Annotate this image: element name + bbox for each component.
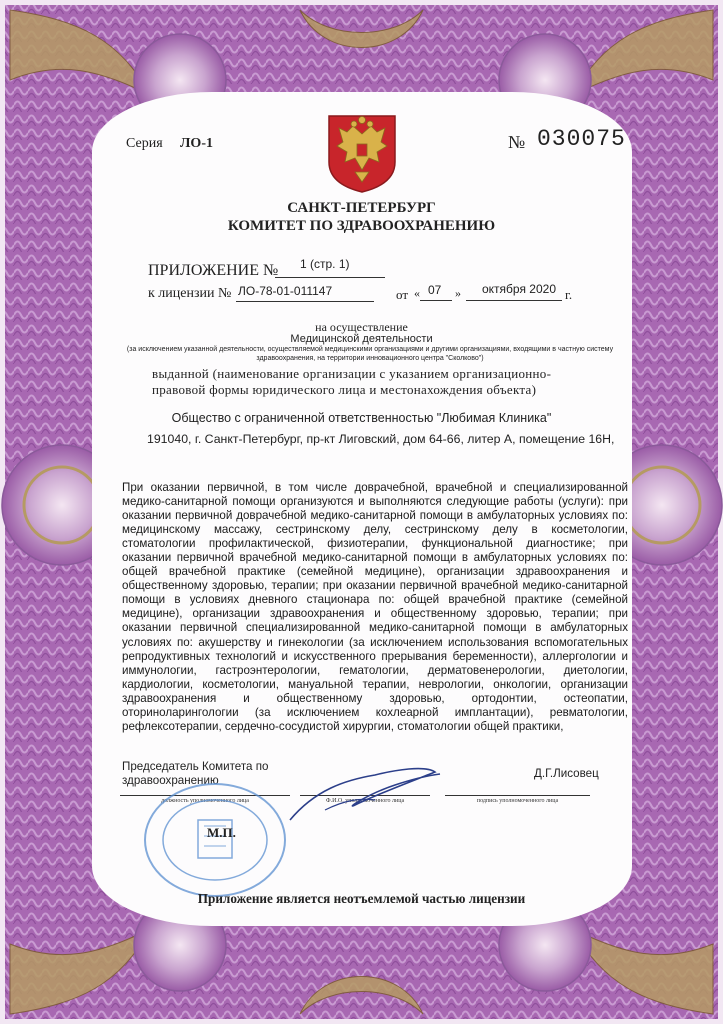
handwritten-signature bbox=[285, 750, 445, 830]
activity-type: Медицинской деятельности bbox=[290, 333, 433, 345]
date-quote-open: « bbox=[414, 286, 420, 300]
date-quote-close: » bbox=[455, 286, 461, 300]
license-ref-value: ЛО-78-01-011147 bbox=[238, 284, 333, 298]
caption-signature: подпись уполномоченного лица bbox=[476, 798, 559, 804]
number-sign: № bbox=[508, 132, 526, 152]
date-month-underline bbox=[466, 300, 562, 301]
date-day: 07 bbox=[428, 283, 442, 297]
series-label: Серия bbox=[126, 136, 163, 151]
issued-to-label: выданной (наименование организации с указанием организационно-правовой формы юридического лица и местонахождения объекта) bbox=[152, 366, 552, 397]
series-value: ЛО-1 bbox=[180, 136, 213, 151]
license-number: 030075 bbox=[537, 126, 626, 152]
footer-note: Приложение является неотъемлемой частью лицензии bbox=[197, 891, 526, 906]
license-ref-label: к лицензии № bbox=[148, 286, 232, 301]
license-ref-underline bbox=[236, 301, 374, 302]
signer-position-line1: Председатель Комитета по bbox=[122, 760, 269, 773]
activity-intro: на осуществление bbox=[315, 320, 408, 334]
services-text: При оказании первичной, в том числе доврачебной, врачебной и специализированной медико-санитарной помощи организуются и выполняются следующие работы (услуги): при оказании первичной доврачебной медико-санитарной помощи в амбулаторных условиях по: медицинскому массажу, сестринскому делу, сестринскому делу в косметологии, стоматологии профилактической, физиотерапии, функциональной диагностике; при оказании первичной врачебной медико-санитарной помощи в амбулаторных условиях по: общей врачебной практике (семейной медицине), организации здравоохранения и общественному здоровью, терапии; при оказании первичной врачебной медико-санитарной помощи в условиях дневного стационара по: общей врачебной практике (семейной медицине), организации здравоохранения и общественному здоровью, терапии; при оказании первичной специализированной медико-санитарной помощи в амбулаторных условиях по: акушерству и гинекологии (за исключением использования вспомогательных репродуктивных технологий и искусственного прерывания беременности), аллергологии и иммунологии, гастроэнтерологии, гематологии, дерматовенерологии, диетологии, кардиологии, косметологии, мануальной терапии, неврологии, онкологии, организации здравоохранения и общественному здоровью, ортодонтии, остеопатии, оториноларингологии (за исключением кохлеарной имплантации), ревматологии, рефлексотерапии, сердечно-сосудистой хирургии, стоматологии общей практики, bbox=[122, 481, 628, 733]
date-month-year: октября 2020 bbox=[482, 282, 556, 296]
activity-note: (за исключением указанной деятельности, осуществляемой медицинскими организациями и другими организациями, входящими в частную систему здравоохранения, на территории инновационного центра "Сколково") bbox=[126, 346, 614, 362]
caption-name: Ф.И.О. уполномоченного лица bbox=[325, 798, 405, 804]
date-year-suffix: г. bbox=[565, 287, 573, 302]
name-underline bbox=[445, 795, 590, 796]
seal-place-label: М.П. bbox=[207, 825, 236, 840]
russian-coat-of-arms-icon bbox=[325, 112, 399, 194]
issuer-committee: КОМИТЕТ ПО ЗДРАВООХРАНЕНИЮ bbox=[227, 218, 496, 234]
signer-position-line2: здравоохранению bbox=[122, 774, 219, 787]
organization-name: Общество с ограниченной ответственностью "Любимая Клиника" bbox=[171, 411, 552, 425]
appendix-value: 1 (стр. 1) bbox=[300, 257, 350, 271]
caption-position: должность уполномоченного лица bbox=[161, 798, 249, 804]
signer-name: Д.Г.Лисовец bbox=[534, 767, 599, 780]
appendix-label: ПРИЛОЖЕНИЕ № bbox=[148, 262, 279, 279]
date-from-label: от bbox=[396, 287, 409, 302]
organization-address: 191040, г. Санкт-Петербург, пр-кт Лиговский, дом 64-66, литер А, помещение 16Н, bbox=[147, 432, 615, 446]
appendix-underline bbox=[275, 277, 385, 278]
issuer-city: САНКТ-ПЕТЕРБУРГ bbox=[287, 200, 436, 216]
date-day-underline bbox=[420, 300, 452, 301]
